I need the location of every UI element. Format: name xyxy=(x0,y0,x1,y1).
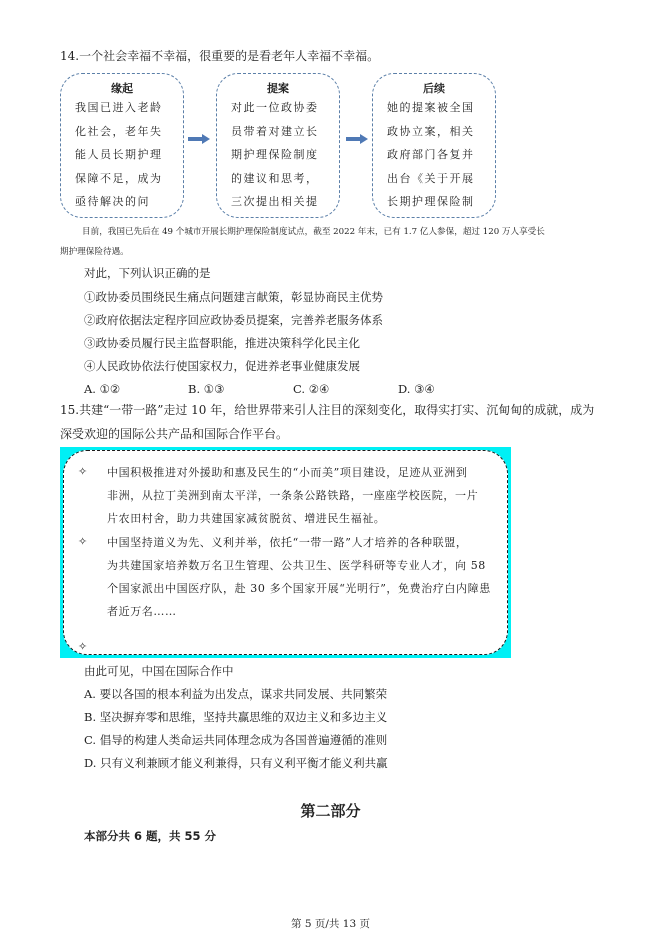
q14-note-line: 期护理保险待遇。 xyxy=(60,247,129,257)
q15-para1-line: 中国积极推进对外援助和惠及民生的“小而美”项目建设，足迹从亚洲到 xyxy=(107,466,468,479)
q15-option-c[interactable]: C. 倡导的构建人类命运共同体理念成为各国普遍遵循的准则 xyxy=(84,733,388,747)
followup-box-body xyxy=(387,96,485,214)
page-number: 第 5 页/共 13 页 xyxy=(291,918,370,930)
arrow-right-icon xyxy=(346,134,368,144)
arrow-right-icon xyxy=(188,134,210,144)
q14-note-line: 目前，我国已先后在 49 个城市开展长期护理保险制度试点，截至 2022 年末，已有 1.7 亿人参保，超过 120 万人享受长 xyxy=(82,227,545,237)
q14-statement: ③政协委员履行民主监督职能，推进决策科学化民主化 xyxy=(84,336,360,350)
q14-statement: ④人民政协依法行使国家权力，促进养老事业健康发展 xyxy=(84,359,360,373)
q14-stem: 14.一个社会幸福不幸福，很重要的是看老年人幸福不幸福。 xyxy=(60,49,380,63)
q14-prompt: 对此，下列认识正确的是 xyxy=(84,266,211,280)
origin-box-title: 缘起 xyxy=(111,82,133,95)
q15-prompt: 由此可见，中国在国际合作中 xyxy=(84,664,234,678)
q14-choice-b[interactable]: B. ①③ xyxy=(188,382,225,396)
q14-choice-c[interactable]: C. ②④ xyxy=(293,382,330,396)
origin-box-body xyxy=(75,96,173,214)
proposal-line: 员带着对建立长 xyxy=(231,124,319,138)
q14-choice-a[interactable]: A. ①② xyxy=(84,382,121,396)
proposal-box-body xyxy=(231,96,329,214)
q14-statement: ①政协委员围绕民生痛点问题建言献策，彰显协商民主优势 xyxy=(84,290,383,304)
followup-box-title: 后续 xyxy=(423,82,445,95)
q15-option-a[interactable]: A. 要以各国的根本利益为出发点，谋求共同发展、共同繁荣 xyxy=(84,687,388,701)
followup-box xyxy=(372,73,496,218)
followup-line: 政协立案，相关 xyxy=(387,124,475,138)
q14-statement: ②政府依据法定程序回应政协委员提案，完善养老服务体系 xyxy=(84,313,383,327)
origin-line: 亟待解决的问 xyxy=(75,195,150,208)
origin-line: 化社会，老年失 xyxy=(75,124,163,138)
q14-choice-d[interactable]: D. ③④ xyxy=(398,382,435,396)
proposal-line: 的建议和思考， xyxy=(231,171,319,185)
q15-option-b[interactable]: B. 坚决摒弃零和思维，坚持共赢思维的双边主义和多边主义 xyxy=(84,710,388,724)
followup-line: 出台《关于开展 xyxy=(387,171,475,185)
q15-stem-line: 深受欢迎的国际公共产品和国际合作平台。 xyxy=(60,427,289,441)
q15-stem-line: 15.共建“一带一路”走过 10 年，给世界带来引人注目的深刻变化，取得实打实、沉甸甸的成就，成为 xyxy=(60,403,595,417)
origin-line: 我国已进入老龄 xyxy=(75,101,163,114)
proposal-line: 三次提出相关提 xyxy=(231,195,319,208)
proposal-box xyxy=(216,73,340,218)
q15-para2-line: 者近万名…… xyxy=(107,605,177,618)
diamond-bullet-icon: ✧ xyxy=(78,465,88,478)
section-title: 第二部分 xyxy=(300,802,361,820)
followup-line: 长期护理保险制 xyxy=(387,195,475,208)
proposal-box-title: 提案 xyxy=(267,82,289,95)
q15-para2-line: 中国坚持道义为先、义利并举，依托“一带一路”人才培养的各种联盟， xyxy=(107,536,468,549)
q15-para2-line: 为共建国家培养数万名卫生管理、公共卫生、医学科研等专业人才，向 58 xyxy=(107,559,486,572)
section-subtitle: 本部分共 6 题，共 55 分 xyxy=(84,829,217,843)
diamond-bullet-icon: ✧ xyxy=(78,535,88,548)
origin-box xyxy=(60,73,184,218)
followup-line: 政府部门各复并 xyxy=(387,148,475,161)
q15-para1-line: 非洲，从拉丁美洲到南太平洋，一条条公路铁路，一座座学校医院，一片 xyxy=(107,489,479,502)
origin-line: 保障不足，成为 xyxy=(75,171,163,185)
q15-option-d[interactable]: D. 只有义利兼顾才能义利兼得，只有义利平衡才能义利共赢 xyxy=(84,756,388,770)
followup-line: 她的提案被全国 xyxy=(387,101,475,114)
proposal-line: 对此一位政协委 xyxy=(231,101,319,114)
q15-para2-line: 个国家派出中国医疗队，赴 30 多个国家开展“光明行”，免费治疗白内障患 xyxy=(107,582,491,595)
proposal-line: 期护理保险制度 xyxy=(231,148,319,161)
origin-line: 能人员长期护理 xyxy=(75,148,163,161)
q15-para1-line: 片农田村舍，助力共建国家减贫脱贫、增进民生福祉。 xyxy=(107,512,386,525)
diamond-bullet-icon: ✧ xyxy=(78,640,88,653)
